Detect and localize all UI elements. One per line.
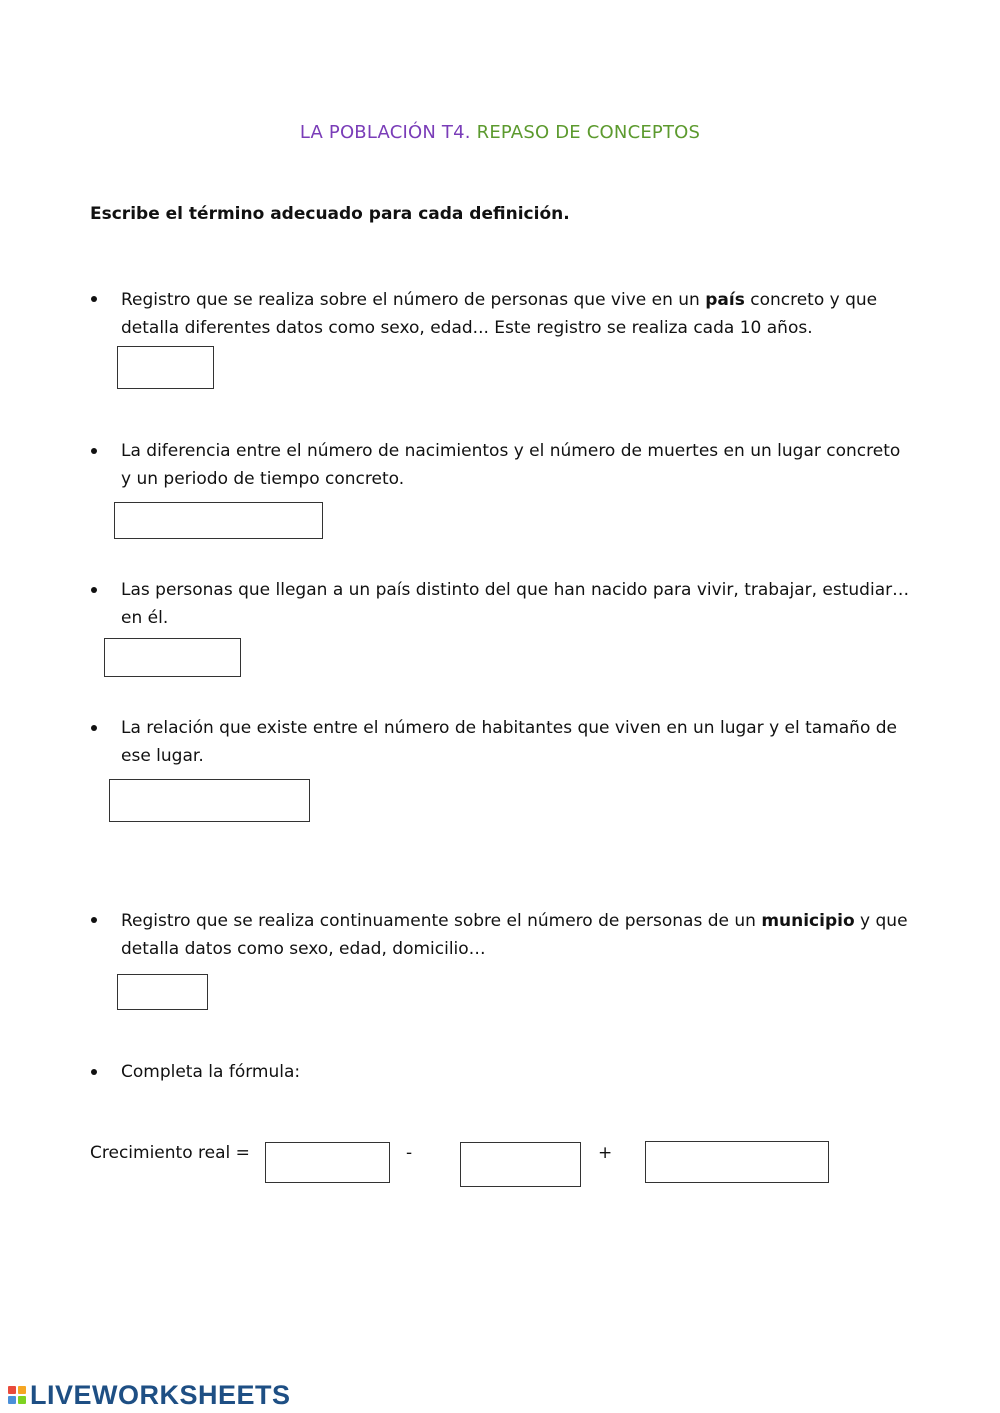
answer-box-3[interactable] xyxy=(104,638,241,677)
definition-1-part-b: concreto y que detalla diferentes datos como sexo, edad... Este registro se realiza cada 10 años. xyxy=(121,290,878,338)
definition-1-text xyxy=(121,286,911,342)
definition-1-part-a: Registro que se realiza sobre el número de personas que vive en un xyxy=(121,290,706,310)
bullet-icon xyxy=(91,587,97,593)
answer-box-1[interactable] xyxy=(117,346,214,389)
bullet-icon xyxy=(91,917,97,923)
answer-box-2[interactable] xyxy=(114,502,323,539)
liveworksheets-logo xyxy=(8,1381,291,1409)
definition-1-bold: país xyxy=(705,290,745,310)
instruction-text: Escribe el término adecuado para cada definición. xyxy=(90,204,570,224)
bullet-icon xyxy=(91,1069,97,1075)
definition-5-text xyxy=(121,907,911,963)
bullet-icon xyxy=(91,448,97,454)
definition-3-text: Las personas que llegan a un país distinto del que han nacido para vivir, trabajar, estudiar… en él. xyxy=(121,580,910,628)
title-part-1: LA POBLACIÓN T4. xyxy=(299,122,471,143)
definition-5-part-a: Registro que se realiza continuamente sobre el número de personas de un xyxy=(121,911,762,931)
plus-operator: + xyxy=(598,1143,613,1163)
worksheet-title xyxy=(0,122,1000,143)
formula-label: Crecimiento real = xyxy=(90,1143,250,1163)
definition-6-text: Completa la fórmula: xyxy=(121,1062,301,1082)
definition-4-text: La relación que existe entre el número de habitantes que viven en un lugar y el tamaño de ese lugar. xyxy=(121,718,898,766)
logo-text: LIVEWORKSHEETS xyxy=(30,1379,291,1410)
bullet-icon xyxy=(91,725,97,731)
bullet-icon xyxy=(91,296,97,302)
minus-operator: - xyxy=(406,1143,413,1163)
title-part-2: REPASO DE CONCEPTOS xyxy=(476,122,701,143)
formula-box-1[interactable] xyxy=(265,1142,390,1183)
answer-box-4[interactable] xyxy=(109,779,310,822)
definition-2-text: La diferencia entre el número de nacimientos y el número de muertes en un lugar concreto y un periodo de tiempo concreto. xyxy=(121,441,901,489)
logo-grid-icon xyxy=(8,1386,26,1404)
answer-box-5[interactable] xyxy=(117,974,208,1010)
formula-box-2[interactable] xyxy=(460,1142,581,1187)
definition-5-part-b: y que detalla datos como sexo, edad, domicilio… xyxy=(121,911,908,959)
definition-5-bold: municipio xyxy=(761,911,855,931)
formula-box-3[interactable] xyxy=(645,1141,829,1183)
